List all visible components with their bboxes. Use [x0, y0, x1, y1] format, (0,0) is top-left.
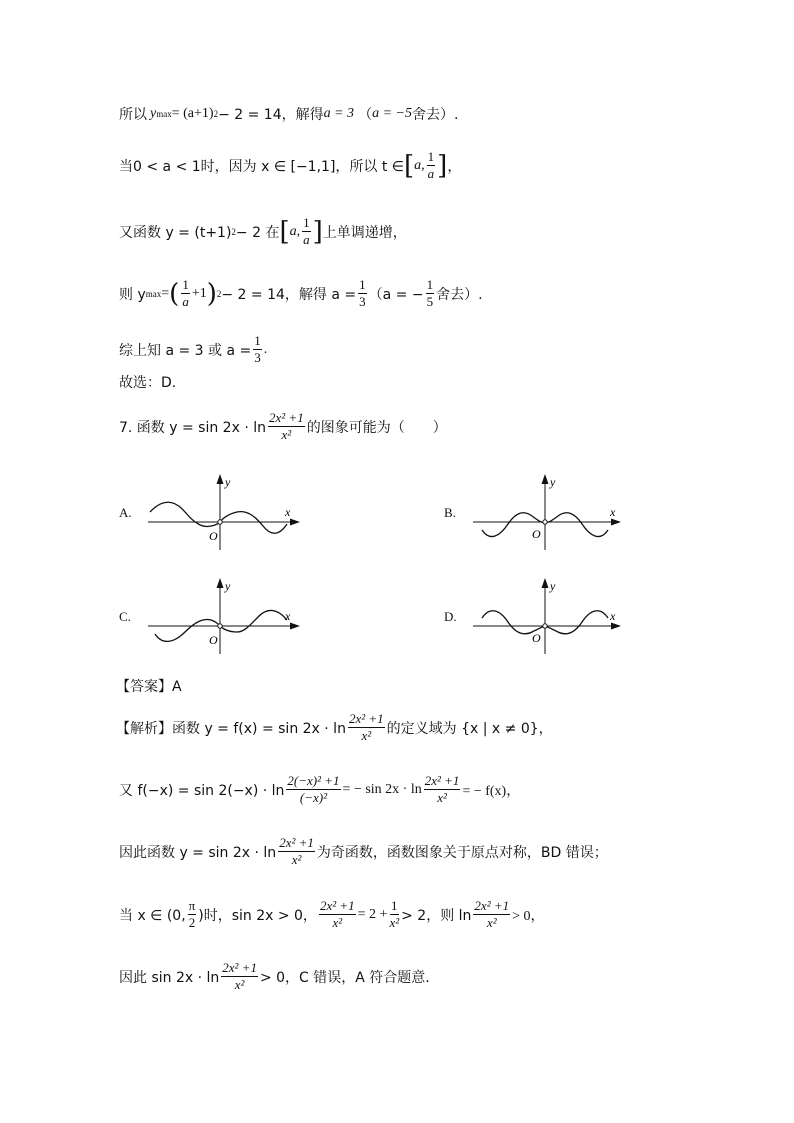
fraction-1-over-a — [427, 150, 436, 181]
text: 的定义域为 {x | x ≠ 0}， — [386, 720, 553, 737]
fraction-1-over-a — [302, 216, 311, 247]
exponent: 2 — [231, 226, 236, 237]
expr: a = −5 — [372, 106, 412, 121]
text: = − f(x)， — [462, 783, 521, 799]
text: = − sin 2x · ln — [342, 781, 422, 797]
denominator: x² — [437, 790, 447, 805]
fraction-neg — [286, 774, 340, 805]
subscript-max: max — [156, 109, 172, 119]
origin-hole — [543, 520, 547, 524]
denominator: x² — [361, 728, 372, 743]
fraction-1-over-3 — [358, 278, 367, 309]
text: 又函数 y = (t+1) — [119, 224, 232, 241]
text: （ — [358, 107, 373, 123]
expr: a, — [289, 223, 301, 239]
text: ， — [447, 158, 462, 175]
fraction-1-over-5 — [426, 278, 435, 309]
text: 所以 — [119, 107, 147, 123]
origin-label: O — [532, 527, 541, 541]
denominator: 3 — [359, 294, 366, 309]
denominator: x² — [291, 852, 302, 867]
origin-hole — [543, 624, 547, 628]
text: . — [263, 341, 268, 357]
paren-left: ( — [169, 278, 180, 309]
numerator: 1 — [427, 149, 435, 164]
text: 又 f(−x) = sin 2(−x) · ln — [119, 782, 285, 799]
expr: a = 3 — [323, 106, 355, 121]
x-arrow-icon — [290, 623, 300, 630]
option-d-label[interactable]: D. — [444, 609, 457, 624]
y-label: y — [550, 475, 556, 489]
numerator: 1 — [359, 277, 366, 292]
line-0-lt-a-lt-1 — [119, 150, 461, 181]
y-arrow-icon — [542, 578, 549, 588]
origin-label: O — [532, 631, 541, 645]
line-ymax-a-gt-1 — [119, 104, 458, 124]
fraction-2x2p1-over-x2 — [319, 899, 356, 930]
explanation-interval — [119, 899, 545, 930]
text: 【解析】函数 y = f(x) = sin 2x · ln — [116, 720, 346, 737]
denominator: a — [427, 166, 435, 181]
option-a-label[interactable]: A. — [119, 505, 132, 520]
line-conclusion — [119, 334, 267, 365]
numerator: 1 — [254, 333, 261, 348]
option-c-label[interactable]: C. — [119, 609, 131, 624]
text: > 0， — [512, 908, 545, 924]
y-arrow-icon — [542, 474, 549, 484]
fraction-2x2p1-over-x2 — [268, 411, 305, 442]
numerator: 1 — [303, 215, 310, 230]
text: = — [161, 285, 170, 301]
fraction-1-over-a — [181, 278, 190, 309]
graph-c[interactable] — [145, 574, 305, 659]
denominator: x² — [486, 915, 497, 930]
denominator: a — [182, 294, 189, 309]
text: 当 x ∈ (0, — [119, 907, 186, 924]
explanation-symmetry — [119, 836, 608, 867]
numerator: 1 — [426, 277, 434, 292]
origin-hole — [218, 520, 222, 524]
text: 因此函数 y = sin 2x · ln — [119, 844, 277, 861]
origin-label: O — [209, 529, 218, 543]
line-choose-d — [119, 372, 176, 392]
x-arrow-icon — [290, 519, 300, 526]
explanation-odd — [119, 774, 520, 805]
numerator: 2x² +1 — [474, 898, 510, 913]
x-arrow-icon — [611, 623, 621, 630]
text: （a = − — [368, 286, 424, 303]
text: = 2 + — [357, 906, 388, 922]
var-y: y — [150, 106, 157, 121]
text: − 2 = 14，解得 a = — [221, 286, 357, 303]
numerator: 2x² +1 — [348, 711, 384, 726]
y-label: y — [550, 579, 556, 593]
denominator: 2 — [188, 915, 196, 930]
denominator: x² — [234, 977, 245, 992]
text: 上单调递增， — [322, 224, 407, 241]
fraction-2x2p1-over-x2 — [473, 899, 510, 930]
numerator: π — [188, 898, 196, 913]
fraction-1-over-3 — [253, 334, 262, 365]
question-7 — [119, 411, 447, 442]
text: 7. 函数 y = sin 2x · ln — [119, 419, 266, 436]
numerator: 1 — [391, 898, 398, 913]
text: − 2 在 — [235, 224, 280, 241]
text: − 2 = 14，解得 — [218, 107, 324, 123]
text: 故选：D. — [119, 375, 177, 391]
y-arrow-icon — [217, 474, 224, 484]
numerator: 2x² +1 — [424, 773, 460, 788]
bracket-left: [ — [279, 216, 290, 247]
expr: = (a+1) — [171, 106, 214, 121]
bracket-right: ] — [437, 150, 448, 181]
answer-text: 【答案】A — [116, 679, 182, 695]
option-b-label[interactable]: B. — [444, 505, 456, 520]
graph-d[interactable] — [470, 574, 630, 659]
x-label: x — [285, 505, 291, 519]
x-label: x — [285, 609, 291, 623]
numerator: 2x² +1 — [319, 898, 355, 913]
explanation-domain — [116, 712, 553, 743]
text: 当0 < a < 1时，因为 x ∈ [−1,1]，所以 t ∈ — [119, 158, 404, 175]
graph-b[interactable] — [470, 470, 630, 555]
expr: +1 — [191, 285, 207, 301]
curve — [150, 502, 287, 533]
y-label: y — [225, 475, 231, 489]
text: > 2，则 ln — [401, 907, 472, 924]
denominator: (−x)² — [299, 790, 328, 805]
text: 因此 sin 2x · ln — [119, 969, 220, 986]
fraction-2x2p1-over-x2 — [348, 712, 385, 743]
answer-line — [116, 676, 182, 696]
denominator: x² — [389, 915, 400, 930]
numerator: 1 — [182, 277, 189, 292]
text: > 0，C 错误，A 符合题意. — [259, 969, 430, 986]
bracket-right: ] — [312, 216, 323, 247]
origin-label: O — [209, 633, 218, 647]
denominator: x² — [332, 915, 343, 930]
text: 为奇函数，函数图象关于原点对称，BD 错误； — [316, 844, 608, 861]
bracket-left: [ — [404, 150, 415, 181]
x-arrow-icon — [611, 519, 621, 526]
text: 的图象可能为（ ） — [306, 419, 447, 436]
text: )时，sin 2x > 0， — [198, 907, 317, 924]
text: 舍去）. — [411, 107, 459, 123]
line-ymax-a-lt-1 — [119, 278, 483, 309]
fraction-2x2p1-over-x2 — [278, 836, 315, 867]
text: 则 y — [119, 286, 146, 303]
explanation-final — [119, 961, 430, 992]
expr: a, — [414, 157, 425, 173]
graph-a[interactable] — [145, 470, 305, 555]
x-label: x — [610, 505, 616, 519]
origin-hole — [218, 624, 222, 628]
numerator: 2x² +1 — [279, 835, 314, 850]
line-monotonic — [119, 216, 407, 247]
numerator: 2x² +1 — [222, 960, 257, 975]
denominator: a — [303, 232, 310, 247]
fraction-pi-over-2 — [188, 899, 197, 930]
text: 舍去）. — [436, 286, 483, 303]
y-arrow-icon — [217, 578, 224, 588]
exponent: 2 — [216, 288, 222, 299]
numerator: 2(−x)² +1 — [287, 773, 340, 788]
paren-right: ) — [206, 278, 217, 309]
text: 综上知 a = 3 或 a = — [119, 342, 252, 359]
numerator: 2x² +1 — [269, 410, 304, 425]
denominator: 3 — [254, 350, 261, 365]
y-label: y — [225, 579, 231, 593]
denominator: x² — [281, 427, 292, 442]
subscript-max: max — [145, 288, 162, 299]
denominator: 5 — [426, 294, 434, 309]
exponent: 2 — [213, 109, 219, 119]
fraction-1-over-x2 — [389, 899, 399, 930]
x-label: x — [610, 609, 616, 623]
fraction-2x2p1-over-x2 — [221, 961, 258, 992]
fraction-2x2p1-over-x2 — [424, 774, 461, 805]
